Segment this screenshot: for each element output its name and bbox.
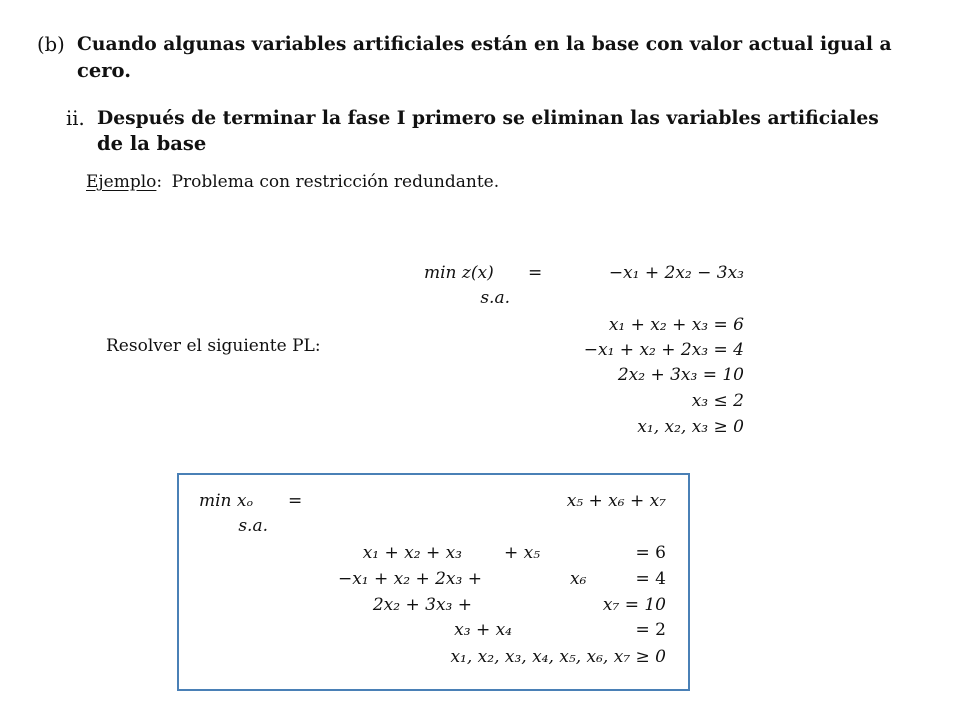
objective-equals: = [528, 263, 543, 283]
example-separator: : [156, 172, 163, 192]
section-b-title-line2: cero. [77, 59, 132, 82]
item-ii-marker: ii. [66, 107, 85, 130]
phase1-row3-lhs: 2x₂ + 3x₃ + [372, 595, 472, 615]
prompt-text: Resolver el siguiente PL: [106, 336, 321, 356]
phase1-nonnegativity: x₁, x₂, x₃, x₄, x₅, x₆, x₇ ≥ 0 [450, 647, 666, 667]
phase1-row2-rhs: = 4 [635, 569, 666, 589]
constraint-2: −x₁ + x₂ + 2x₃ = 4 [583, 340, 744, 360]
phase1-row3-artificial: x₇ = 10 [602, 595, 666, 615]
phase1-row1-lhs: x₁ + x₂ + x₃ [362, 543, 462, 563]
phase1-objective-equals: = [288, 491, 303, 511]
phase1-row2-artificial: x₆ [570, 569, 587, 589]
phase1-row1-artificial: + x₅ [504, 543, 541, 563]
objective-expression: −x₁ + 2x₂ − 3x₃ [608, 263, 744, 283]
example-text: Problema con restricción redundante. [171, 172, 500, 192]
subject-to-label: s.a. [480, 288, 510, 308]
phase1-objective-expression: x₅ + x₆ + x₇ [566, 491, 666, 511]
constraint-4: x₃ ≤ 2 [691, 391, 744, 411]
item-ii-title-line1: Después de terminar la fase I primero se eliminan las variables artificiales [97, 107, 879, 129]
example-line [86, 172, 499, 192]
phase1-row2-lhs: −x₁ + x₂ + 2x₃ + [337, 569, 482, 589]
constraint-1: x₁ + x₂ + x₃ = 6 [608, 315, 744, 335]
phase1-subject-to-label: s.a. [238, 516, 268, 536]
item-ii-title-line2: de la base [97, 132, 207, 155]
phase1-objective-label: min xₒ [199, 491, 254, 511]
phase1-row1-rhs: = 6 [635, 543, 666, 563]
nonnegativity-constraint: x₁, x₂, x₃ ≥ 0 [637, 417, 744, 437]
phase1-row4-lhs: x₃ + x₄ [454, 620, 512, 640]
constraint-3: 2x₂ + 3x₃ = 10 [617, 365, 744, 385]
section-b-marker: (b) [37, 33, 65, 56]
section-b-title-line1: Cuando algunas variables artificiales están en la base con valor actual igual a [77, 33, 892, 55]
example-label: Ejemplo [86, 172, 157, 192]
objective-label: min z(x) [424, 263, 494, 283]
phase1-row4-rhs: = 2 [635, 620, 666, 640]
